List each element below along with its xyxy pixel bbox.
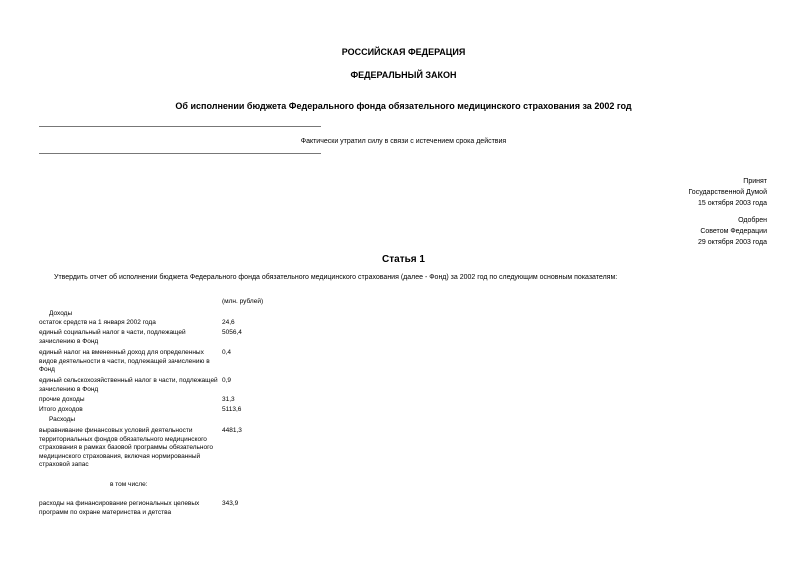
approved-line: Одобрен [738,217,767,224]
table-row-value: 343,9 [222,500,239,507]
law-type-heading: ФЕДЕРАЛЬНЫЙ ЗАКОН [350,70,457,80]
expense-heading: Расходы [49,416,76,423]
article-intro: Утвердить отчет об исполнении бюджета Федерального фонда обязательного медицинского страхования (далее - Фонд) за 2002 год по следующим основным показателям: [54,274,618,281]
accepted-line: 15 октября 2003 года [698,200,767,207]
table-row-label: остаток средств на 1 января 2002 года [39,319,156,326]
approved-line: 29 октября 2003 года [698,239,767,246]
table-row-value: 24,6 [222,319,235,326]
table-row-value: 31,3 [222,396,235,403]
table-row-label: Итого доходов [39,406,83,413]
accepted-line: Принят [743,178,767,185]
law-title: Об исполнении бюджета Федерального фонда обязательного медицинского страхования за 2002 год [175,101,632,111]
table-row-value: 0,4 [222,349,232,356]
table-row-label: выравнивание финансовых условий деятельности территориальных фондов обязательного медицинского страхования в рамках базовой программы обязательного медицинского страхования, включая нормированный страховой запас [39,427,213,469]
article-heading: Статья 1 [382,254,425,265]
adoption-approved [698,215,767,248]
table-row-label: прочие доходы [39,396,85,403]
approved-line: Советом Федерации [700,228,767,235]
income-heading: Доходы [49,310,73,317]
units-label: (млн. рублей) [222,298,264,305]
table-row-label: единый налог на вмененный доход для определенных видов деятельности в части, подлежащей зачислению в Фонд [39,349,210,374]
table-row-value: 5113,6 [222,406,242,413]
table-row-value: 0,9 [222,377,232,384]
table-row-label: расходы на финансирование региональных целевых программ по охране материнства и детства [39,500,200,516]
country-heading: РОССИЙСКАЯ ФЕДЕРАЦИЯ [341,47,466,57]
status-note: Фактически утратил силу в связи с истечением срока действия [300,138,507,145]
table-row-label: единый социальный налог в части, подлежащей зачислению в Фонд [39,329,186,345]
table-row-value: 4481,3 [222,427,242,434]
adoption-accepted [688,176,767,209]
table-row-label: единый сельскохозяйственный налог в части, подлежащей зачислению в Фонд [39,377,218,393]
accepted-line: Государственной Думой [688,189,767,196]
divider-bottom [39,153,321,154]
including-label: в том числе: [110,481,148,488]
table-row-value: 5056,4 [222,329,242,336]
divider-top [39,126,321,127]
